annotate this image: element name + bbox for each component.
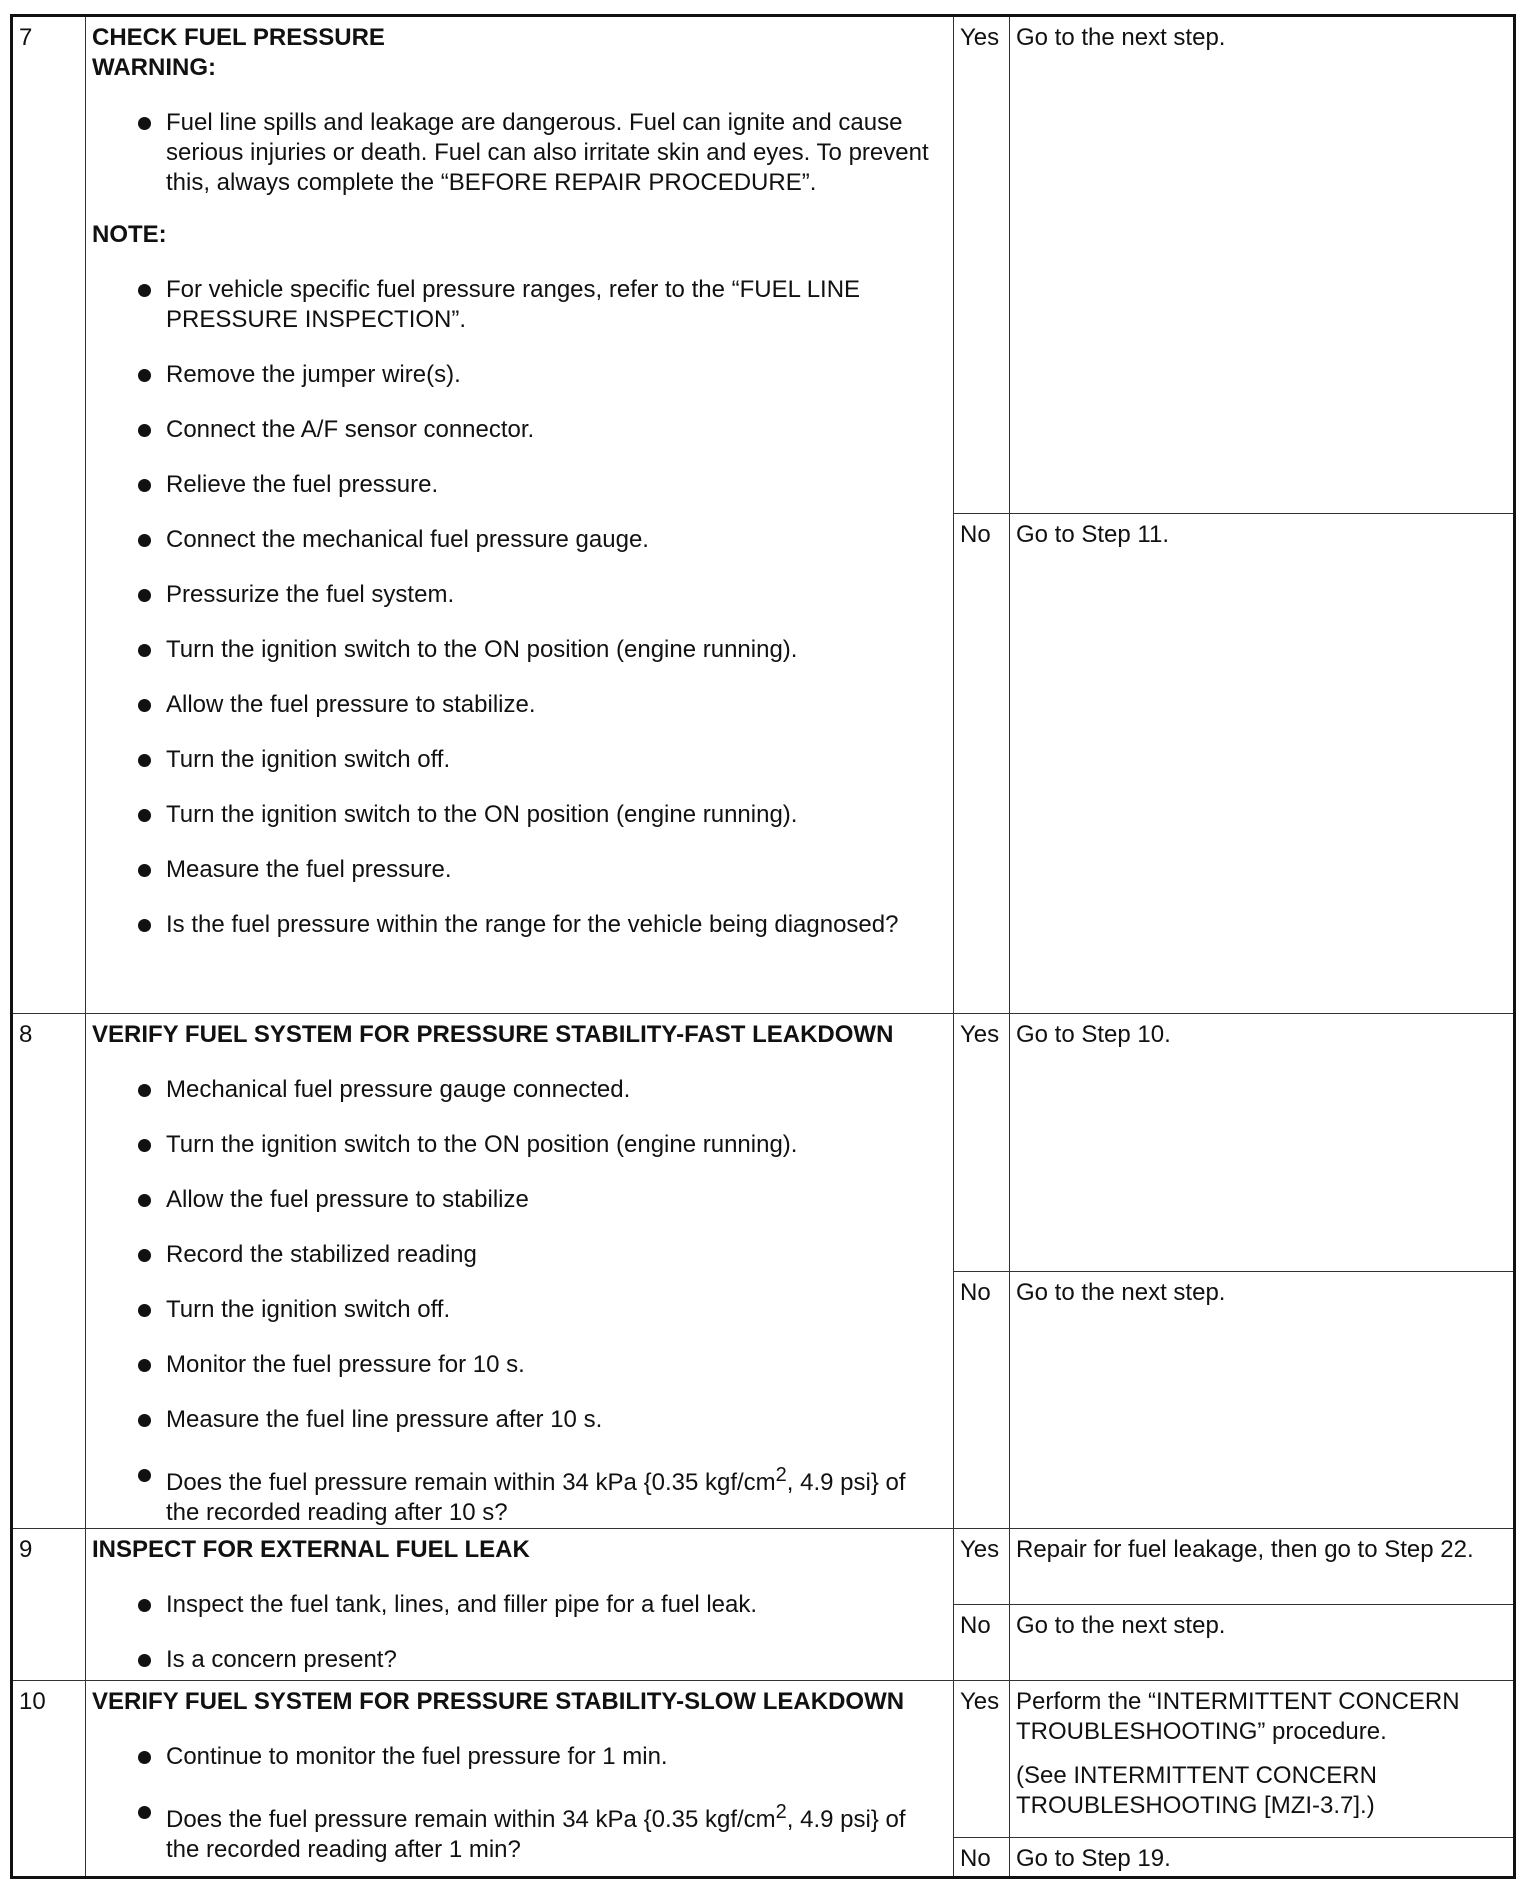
list-item: Turn the ignition switch to the ON position (engine running). <box>92 635 947 665</box>
yes-result: Go to Step 10. <box>1010 1013 1515 1271</box>
list-item: Connect the mechanical fuel pressure gauge. <box>92 525 947 555</box>
yes-label: Yes <box>954 1013 1010 1271</box>
list-item: Turn the ignition switch off. <box>92 1295 947 1325</box>
step-number: 7 <box>12 16 86 1014</box>
step-title: VERIFY FUEL SYSTEM FOR PRESSURE STABILITY-FAST LEAKDOWN <box>92 1020 894 1048</box>
step-title: CHECK FUEL PRESSURE <box>92 24 385 51</box>
list-item-text: Does the fuel pressure remain within 34 kPa {0.35 kgf/cm <box>166 1805 776 1833</box>
yes-result: Go to the next step. <box>1010 16 1515 514</box>
list-item-text: , 4.9 psi} of the recorded reading after 1 min? <box>166 1805 906 1863</box>
table-row <box>12 16 1515 514</box>
list-item: Turn the ignition switch to the ON position (engine running). <box>92 1130 947 1160</box>
list-item: Allow the fuel pressure to stabilize <box>92 1185 947 1215</box>
list-item: Connect the A/F sensor connector. <box>92 415 947 445</box>
yes-label: Yes <box>954 16 1010 514</box>
list-item: Turn the ignition switch to the ON position (engine running). <box>92 800 947 830</box>
table-row <box>12 1528 1515 1604</box>
note-label: NOTE: <box>92 221 167 248</box>
warning-list <box>92 108 947 198</box>
list-item: Is a concern present? <box>92 1645 947 1675</box>
step-number: 9 <box>12 1528 86 1680</box>
step-title: VERIFY FUEL SYSTEM FOR PRESSURE STABILITY-SLOW LEAKDOWN <box>92 1687 905 1715</box>
list-item: Mechanical fuel pressure gauge connected. <box>92 1075 947 1105</box>
yes-result: Repair for fuel leakage, then go to Step 22. <box>1010 1528 1515 1604</box>
step-number: 8 <box>12 1013 86 1528</box>
no-label: No <box>954 1837 1010 1877</box>
superscript: 2 <box>775 1800 787 1823</box>
step-action <box>86 1680 954 1877</box>
table-row <box>12 1680 1515 1837</box>
list-item: Allow the fuel pressure to stabilize. <box>92 690 947 720</box>
step-action <box>86 16 954 1014</box>
list-item: Turn the ignition switch off. <box>92 745 947 775</box>
list-item: Fuel line spills and leakage are dangerous. Fuel can ignite and cause serious injuries or death. Fuel can also irritate skin and eyes. To prevent this, always complete the “BEFORE REPAIR PROCEDURE”. <box>92 108 947 198</box>
step-number: 10 <box>12 1680 86 1877</box>
step-list <box>92 275 947 940</box>
list-item: Record the stabilized reading <box>92 1240 947 1270</box>
list-item: Remove the jumper wire(s). <box>92 360 947 390</box>
step-action <box>86 1013 954 1528</box>
yes-result-cell <box>1010 1680 1515 1837</box>
list-item: Monitor the fuel pressure for 10 s. <box>92 1350 947 1380</box>
yes-result-reference: (See INTERMITTENT CONCERN TROUBLESHOOTING [MZI-3.7].) <box>1016 1761 1377 1819</box>
no-result: Go to Step 19. <box>1010 1837 1515 1877</box>
table-row <box>12 1013 1515 1271</box>
step-list <box>92 1742 947 1865</box>
list-item: Relieve the fuel pressure. <box>92 470 947 500</box>
no-label: No <box>954 1271 1010 1528</box>
step-list <box>92 1590 947 1675</box>
step-title: INSPECT FOR EXTERNAL FUEL LEAK <box>92 1535 530 1563</box>
list-item <box>92 1460 947 1528</box>
yes-label: Yes <box>954 1528 1010 1604</box>
list-item-text: Does the fuel pressure remain within 34 kPa {0.35 kgf/cm <box>166 1468 776 1496</box>
list-item: For vehicle specific fuel pressure ranges, refer to the “FUEL LINE PRESSURE INSPECTION”. <box>92 275 947 335</box>
no-result: Go to the next step. <box>1010 1271 1515 1528</box>
list-item: Is the fuel pressure within the range for the vehicle being diagnosed? <box>92 910 947 940</box>
yes-label: Yes <box>954 1680 1010 1837</box>
diagnostic-table <box>10 14 1516 1879</box>
list-item: Inspect the fuel tank, lines, and filler pipe for a fuel leak. <box>92 1590 947 1620</box>
list-item-text: , 4.9 psi} of the recorded reading after 10 s? <box>166 1468 906 1526</box>
list-item: Continue to monitor the fuel pressure for 1 min. <box>92 1742 947 1772</box>
no-label: No <box>954 514 1010 1013</box>
list-item: Pressurize the fuel system. <box>92 580 947 610</box>
no-label: No <box>954 1604 1010 1680</box>
list-item: Measure the fuel pressure. <box>92 855 947 885</box>
superscript: 2 <box>775 1463 787 1486</box>
list-item: Measure the fuel line pressure after 10 s. <box>92 1405 947 1435</box>
no-result: Go to Step 11. <box>1010 514 1515 1013</box>
yes-result: Perform the “INTERMITTENT CONCERN TROUBLESHOOTING” procedure. <box>1016 1687 1460 1745</box>
step-action <box>86 1528 954 1680</box>
step-list <box>92 1075 947 1528</box>
warning-label: WARNING: <box>92 54 216 81</box>
no-result: Go to the next step. <box>1010 1604 1515 1680</box>
list-item <box>92 1797 947 1865</box>
